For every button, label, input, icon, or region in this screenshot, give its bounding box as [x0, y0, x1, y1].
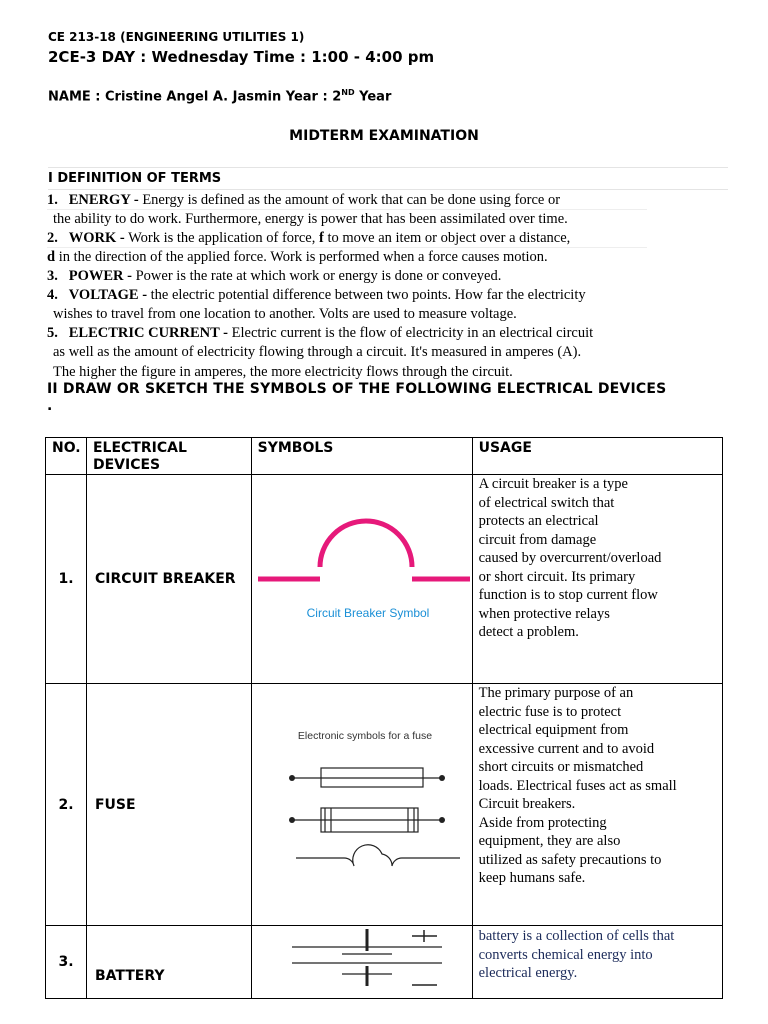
def-text: as well as the amount of electricity flowing through a circuit. It's measured in amperes (A). [53, 344, 582, 361]
row-number: 2. [46, 684, 87, 926]
breaker-arc [320, 521, 412, 567]
fuse-symbols [252, 684, 471, 924]
student-name-line [48, 88, 391, 104]
def-text: Power is the rate at which work or energy is done or conveyed. [131, 268, 502, 284]
fuse-symbol-1 [289, 768, 445, 787]
def-num: 1. [47, 192, 58, 208]
circuit-breaker-symbol [252, 475, 471, 682]
def-text: Energy is defined as the amount of work that can be done using force or [138, 192, 561, 208]
course-code: CE 213-18 (ENGINEERING UTILITIES 1) [48, 30, 305, 44]
usage-line: circuit from damage [478, 531, 597, 548]
breaker-caption: Circuit Breaker Symbol [306, 606, 429, 620]
symbol-cell [251, 684, 472, 926]
def-num: 3. [47, 268, 58, 284]
symbol-cell [251, 926, 472, 999]
fuse-symbol-3 [296, 845, 460, 866]
usage-line: loads. Electrical fuses act as small [478, 777, 677, 794]
devices-table [45, 437, 723, 999]
device-name: CIRCUIT BREAKER [86, 475, 251, 684]
def-text: wishes to travel from one location to another. Volts are used to measure voltage. [53, 306, 517, 323]
row-number: 3. [46, 926, 87, 999]
usage-line: A circuit breaker is a type [478, 476, 628, 492]
part2-heading: II DRAW OR SKETCH THE SYMBOLS OF THE FOLLOWING ELECTRICAL DEVICES [47, 381, 667, 397]
table-row [46, 684, 723, 926]
usage-line: equipment, they are also [478, 833, 621, 849]
def-term: VOLTAGE - [68, 287, 148, 303]
def-num: 2. [47, 230, 58, 246]
def-text: in the direction of the applied force. Work is performed when a force causes motion. [55, 249, 548, 266]
name-suffix: Year [354, 89, 392, 105]
device-name: BATTERY [86, 926, 251, 999]
usage-line: of electrical switch that [478, 494, 615, 511]
usage-line: or short circuit. Its primary [478, 568, 636, 585]
header-symbols: SYMBOLS [251, 438, 472, 475]
part2-heading-dot: . [47, 398, 53, 414]
def-text: The higher the figure in amperes, the more electricity flows through the circuit. [53, 363, 513, 380]
table-row [46, 926, 723, 999]
header-devices: ELECTRICAL DEVICES [86, 438, 251, 475]
usage-line: protects an electrical [478, 513, 599, 529]
fuse-caption: Electronic symbols for a fuse [297, 730, 432, 742]
def-text: the ability to do work. Furthermore, energy is power that has been assimilated over time. [53, 211, 568, 228]
section-schedule: 2CE-3 DAY : Wednesday Time : 1:00 - 4:00 pm [48, 48, 435, 66]
usage-line: battery is a collection of cells that [478, 928, 675, 944]
usage-line: excessive current and to avoid [478, 740, 655, 757]
part1-heading: I DEFINITION OF TERMS [48, 171, 222, 186]
usage-cell [472, 926, 722, 999]
usage-line: keep humans safe. [478, 870, 586, 886]
usage-line: The primary purpose of an [478, 685, 634, 701]
usage-line: when protective relays [478, 605, 610, 622]
table-row [46, 475, 723, 684]
divider [48, 167, 728, 168]
def-term: ENERGY - [68, 192, 139, 208]
def-text: Electric current is the flow of electricity in an electrical circuit [228, 325, 594, 341]
year-superscript: ND [341, 88, 355, 97]
table-header-row [46, 438, 723, 475]
def-term: POWER - [68, 268, 132, 284]
row-number: 1. [46, 475, 87, 684]
usage-line: Aside from protecting [478, 814, 607, 831]
name-prefix: NAME : Cristine Angel A. Jasmin Year : 2 [48, 89, 342, 105]
divider [48, 189, 728, 190]
header-usage: USAGE [472, 438, 722, 475]
fuse-symbol-2 [289, 808, 445, 832]
definition-1 [47, 191, 568, 230]
divider [47, 247, 647, 248]
def-text: to move an item or object over a distance, [323, 230, 571, 246]
battery-symbol [252, 926, 471, 998]
def-text: the electric potential difference between two points. How far the electricity [147, 287, 586, 303]
def-term: ELECTRIC CURRENT - [68, 325, 229, 341]
divider [47, 209, 647, 210]
usage-line: electric fuse is to protect [478, 703, 622, 720]
usage-line: converts chemical energy into [478, 946, 653, 963]
header-no: NO. [46, 438, 87, 475]
def-term: WORK - [68, 230, 125, 246]
usage-line: electrical equipment from [478, 722, 629, 738]
usage-line: function is to stop current flow [478, 587, 658, 603]
usage-line: utilized as safety precautions to [478, 851, 662, 868]
usage-cell [472, 475, 722, 684]
def-num: 5. [47, 325, 58, 341]
usage-line: caused by overcurrent/overload [478, 550, 662, 566]
device-name: FUSE [86, 684, 251, 926]
exam-title: MIDTERM EXAMINATION [289, 128, 479, 144]
definition-4 [47, 286, 586, 325]
def-text: Work is the application of force, [124, 230, 319, 246]
usage-line: detect a problem. [478, 624, 579, 640]
definition-5 [47, 324, 593, 382]
usage-cell [472, 684, 722, 926]
symbol-cell [251, 475, 472, 684]
usage-line: electrical energy. [478, 965, 578, 981]
def-num: 4. [47, 287, 58, 303]
usage-line: Circuit breakers. [478, 796, 576, 812]
usage-line: short circuits or mismatched [478, 759, 644, 775]
definition-2 [47, 229, 570, 268]
definition-3 [47, 267, 501, 286]
def-bold-d: d [47, 249, 56, 266]
def-bold-f: f [319, 230, 324, 246]
